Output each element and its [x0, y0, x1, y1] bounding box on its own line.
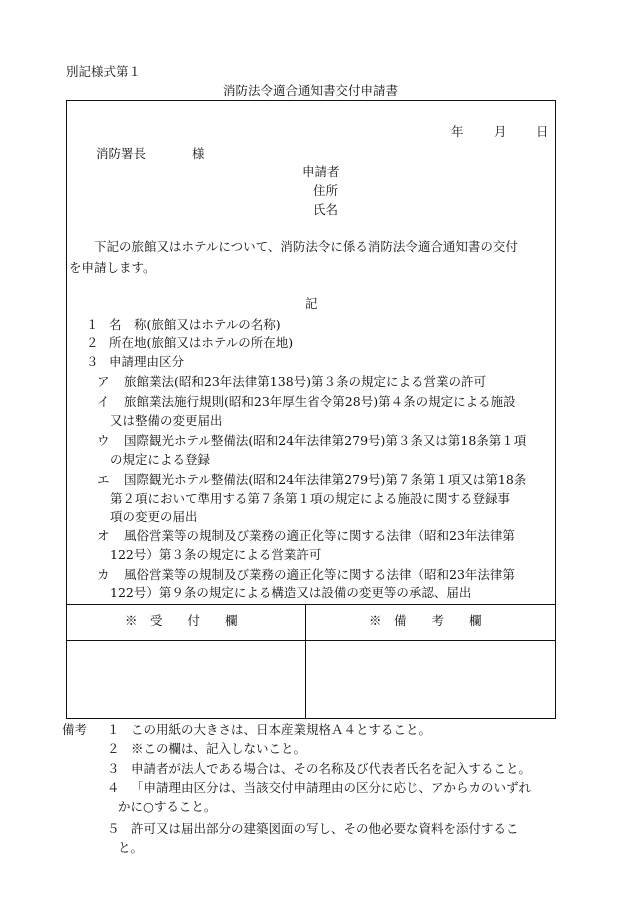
remarks-column-header: ※ 備 考 欄 — [369, 613, 482, 628]
date-year: 年 — [451, 124, 464, 139]
page-title: 消防法令適合通知書交付申請書 — [223, 83, 399, 98]
note-number: ３ — [107, 761, 120, 776]
item-number: ３ — [86, 354, 99, 369]
notes-label: 備考 — [62, 722, 88, 737]
reason-line: 又は整備の変更届出 — [110, 413, 223, 428]
item-number: ２ — [86, 335, 99, 350]
table-header-divider — [66, 640, 556, 641]
reception-column-header: ※ 受 付 欄 — [125, 613, 238, 628]
reason-line: 項の変更の届出 — [110, 509, 198, 524]
note-line: 「申請理由区分は、当該交付申請理由の区分に応じ、アからカのいずれ — [131, 780, 532, 795]
note-line: この用紙の大きさは、日本産業規格Ａ４とすること。 — [131, 722, 432, 737]
reason-line: 国際観光ホテル整備法(昭和24年法律第279号)第３条又は第18条第１項 — [124, 433, 527, 448]
intro-line-1: 下記の旅館又はホテルについて、消防法令に係る消防法令適合通知書の交付 — [94, 239, 518, 254]
intro-line-2: を申請します。 — [69, 260, 156, 275]
reason-kana: オ — [97, 528, 110, 543]
reason-kana: ア — [97, 374, 110, 389]
applicant-label: 申請者 — [302, 164, 340, 179]
applicant-name: 氏名 — [313, 202, 339, 217]
date-month: 月 — [494, 124, 507, 139]
reason-line: 風俗営業等の規制及び業務の適正化等に関する法律（昭和23年法律第 — [124, 528, 515, 543]
reason-line: 国際観光ホテル整備法(昭和24年法律第279号)第７条第１項又は第18条 — [124, 472, 527, 487]
reason-line: 122号）第９条の規定による構造又は設備の変更等の承認、届出 — [110, 585, 472, 600]
item-number: １ — [86, 317, 99, 332]
applicant-address: 住所 — [313, 183, 339, 198]
reason-kana: イ — [97, 394, 110, 409]
reason-line: 旅館業法施行規則(昭和23年厚生省令第28号)第４条の規定による施設 — [124, 394, 516, 409]
note-number: ５ — [107, 821, 120, 836]
table-column-divider — [305, 604, 306, 719]
item-address: 所在地(旅館又はホテルの所在地) — [109, 335, 294, 350]
addressee: 消防署長 — [96, 146, 147, 161]
note-number: ２ — [107, 741, 120, 756]
form-label: 別記様式第１ — [66, 64, 142, 79]
reason-line: 第２項において準用する第７条第１項の規定による施設に関する登録事 — [110, 491, 511, 506]
ki-heading: 記 — [305, 296, 318, 311]
reason-line: 旅館業法(昭和23年法律第138号)第３条の規定による営業の許可 — [124, 374, 487, 389]
reason-kana: カ — [97, 567, 110, 582]
reason-kana: エ — [97, 472, 110, 487]
note-line: と。 — [118, 840, 144, 855]
addressee-honorific: 様 — [192, 146, 205, 161]
note-number: ４ — [107, 780, 120, 795]
reason-line: の規定による登録 — [110, 452, 211, 467]
reason-kana: ウ — [97, 433, 110, 448]
reason-line: 122号）第３条の規定による営業許可 — [110, 547, 322, 562]
reason-line: 風俗営業等の規制及び業務の適正化等に関する法律（昭和23年法律第 — [124, 567, 515, 582]
note-line: ※この欄は、記入しないこと。 — [131, 741, 307, 756]
note-line: かに○すること。 — [118, 799, 217, 814]
item-reason-category: 申請理由区分 — [109, 354, 185, 369]
note-number: １ — [107, 722, 120, 737]
note-line: 申請者が法人である場合は、その名称及び代表者氏名を記入すること。 — [131, 761, 532, 776]
item-name: 名 称(旅館又はホテルの名称) — [109, 317, 281, 332]
note-line: 許可又は届出部分の建築図面の写し、その他必要な資料を添付するこ — [131, 821, 519, 836]
table-top-divider — [66, 604, 556, 605]
date-day: 日 — [536, 124, 549, 139]
